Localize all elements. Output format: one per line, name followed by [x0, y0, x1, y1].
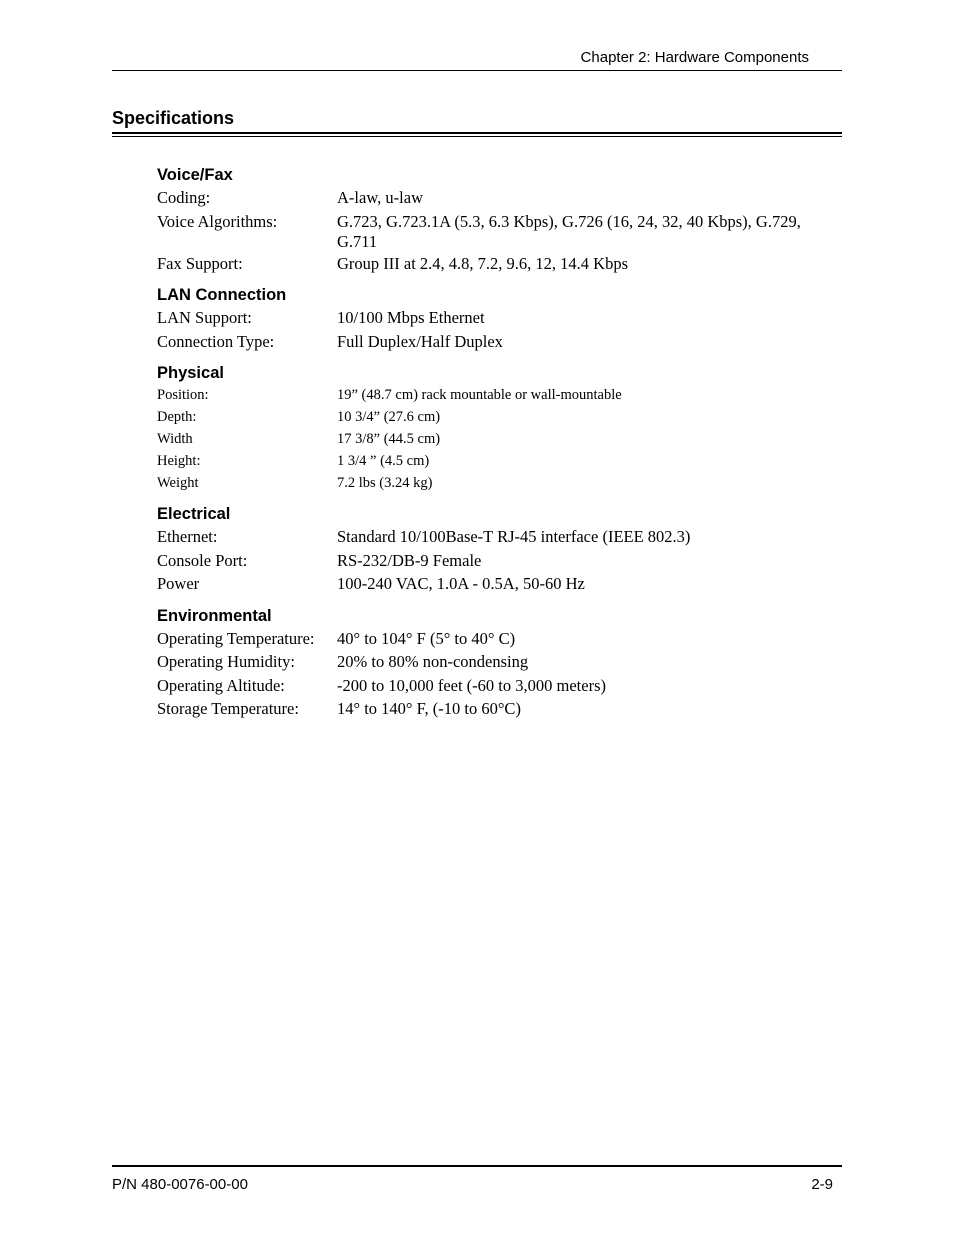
spec-label: Ethernet:	[157, 527, 218, 546]
spec-value: 40° to 104° F (5° to 40° C)	[337, 628, 516, 648]
spec-value: 20% to 80% non-condensing	[337, 652, 529, 671]
group-heading: LAN Connection	[157, 286, 287, 304]
spec-label: Depth:	[157, 409, 197, 425]
spec-label: Width	[157, 431, 193, 447]
spec-row	[157, 525, 837, 549]
spec-row	[157, 306, 837, 330]
page-number: 2-9	[811, 1176, 833, 1193]
spec-label: Operating Temperature:	[157, 628, 315, 648]
spec-label: Storage Temperature:	[157, 699, 299, 718]
spec-value: 14° to 140° F, (-10 to 60°C)	[337, 699, 521, 718]
spec-row	[157, 252, 837, 276]
spec-row	[157, 472, 837, 494]
spec-group-voice-fax	[157, 164, 837, 275]
spec-value: 10/100 Mbps Ethernet	[337, 308, 485, 327]
spec-value: 100-240 VAC, 1.0A - 0.5A, 50-60 Hz	[337, 574, 585, 593]
spec-row	[157, 384, 837, 406]
spec-value: 7.2 lbs (3.24 kg)	[337, 475, 433, 491]
spec-label: Voice Algorithms:	[157, 211, 278, 231]
header-rule	[112, 70, 842, 71]
spec-label: LAN Support:	[157, 308, 252, 327]
spec-row	[157, 549, 837, 573]
spec-row	[157, 186, 837, 210]
group-heading: Physical	[157, 364, 224, 382]
section-rule-thin	[112, 136, 842, 137]
spec-row	[157, 428, 837, 450]
spec-label: Height:	[157, 453, 201, 469]
spec-row	[157, 697, 837, 721]
spec-value: RS-232/DB-9 Female	[337, 550, 482, 570]
spec-label: Console Port:	[157, 550, 248, 570]
section-title: Specifications	[112, 108, 235, 128]
spec-value: 17 3/8” (44.5 cm)	[337, 431, 441, 447]
spec-value: 19” (48.7 cm) rack mountable or wall-mountable	[337, 387, 622, 403]
spec-group-environmental	[157, 605, 837, 721]
spec-label: Power	[157, 574, 200, 593]
spec-value: Group III at 2.4, 4.8, 7.2, 9.6, 12, 14.4 Kbps	[337, 253, 629, 273]
spec-label: Position:	[157, 387, 209, 403]
group-heading: Electrical	[157, 505, 231, 523]
spec-row	[157, 627, 837, 651]
part-number: P/N 480-0076-00-00	[112, 1176, 248, 1193]
spec-row	[157, 450, 837, 472]
spec-label: Weight	[157, 475, 199, 491]
footer-rule	[112, 1165, 842, 1167]
spec-row	[157, 330, 837, 354]
spec-value: 10 3/4” (27.6 cm)	[337, 409, 441, 425]
spec-value: Full Duplex/Half Duplex	[337, 331, 503, 351]
spec-label: Fax Support:	[157, 253, 243, 273]
spec-label: Connection Type:	[157, 331, 275, 351]
spec-value: A-law, u-law	[337, 188, 423, 207]
spec-value: G.723, G.723.1A (5.3, 6.3 Kbps), G.726 (16, 24, 32, 40 Kbps), G.729, G.711	[337, 211, 801, 251]
spec-value: Standard 10/100Base-T RJ-45 interface (IEEE 802.3)	[337, 527, 691, 546]
group-heading: Environmental	[157, 606, 272, 625]
section-rule-thick	[112, 132, 842, 134]
spec-label: Coding:	[157, 188, 211, 207]
spec-body	[157, 164, 837, 730]
spec-row	[157, 406, 837, 428]
spec-row	[157, 674, 837, 698]
spec-label: Operating Altitude:	[157, 675, 285, 695]
spec-value: 1 3/4 ” (4.5 cm)	[337, 453, 430, 469]
spec-label: Operating Humidity:	[157, 652, 295, 671]
group-heading: Voice/Fax	[157, 166, 233, 184]
running-head: Chapter 2: Hardware Components	[580, 49, 809, 66]
spec-row	[157, 650, 837, 674]
spec-group-lan-connection	[157, 284, 837, 353]
spec-group-physical	[157, 362, 837, 494]
spec-row	[157, 210, 837, 252]
spec-group-electrical	[157, 503, 837, 596]
spec-row	[157, 572, 837, 596]
spec-value: -200 to 10,000 feet (-60 to 3,000 meters)	[337, 675, 606, 695]
